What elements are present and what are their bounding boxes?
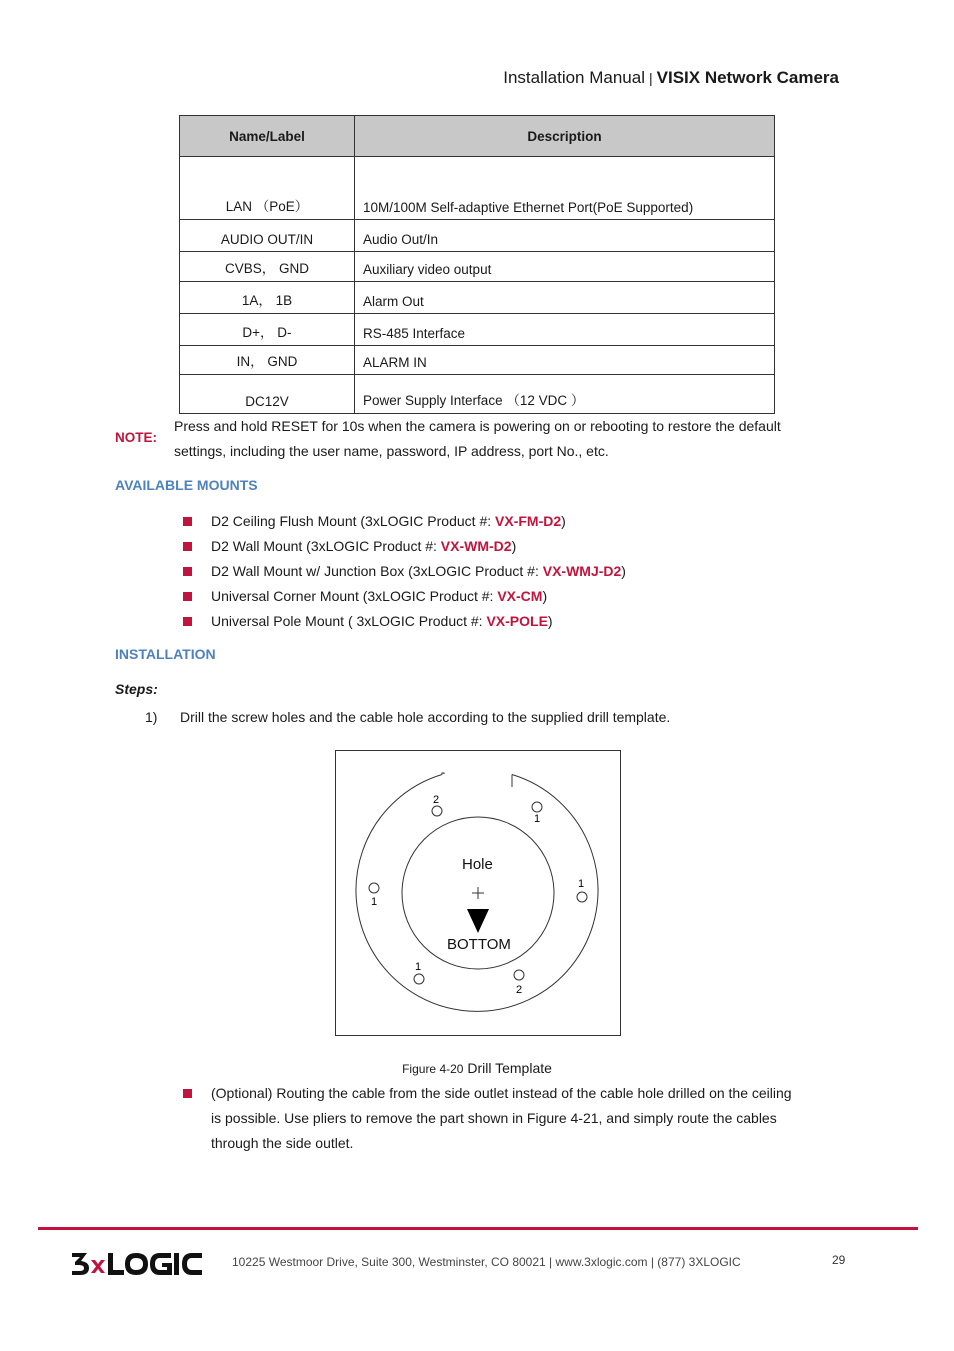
table-row xyxy=(180,220,775,252)
optional-line: is possible. Use pliers to remove the part shown in Figure 4-21, and simply route the cables xyxy=(211,1110,777,1126)
mount-list xyxy=(183,509,626,634)
list-item xyxy=(183,609,626,634)
step-text: Drill the screw holes and the cable hole according to the supplied drill template. xyxy=(180,709,671,725)
screw-hole xyxy=(514,970,524,980)
table-cell-description: 10M/100M Self-adaptive Ethernet Port(PoE Supported) xyxy=(355,157,775,220)
available-mounts-heading: AVAILABLE MOUNTS xyxy=(115,477,258,493)
interface-table xyxy=(179,115,775,414)
optional-routing-text xyxy=(211,1081,836,1156)
header-title-light: Installation Manual xyxy=(503,68,645,87)
notch xyxy=(442,773,512,787)
square-bullet-icon xyxy=(183,517,192,526)
note-text xyxy=(174,414,834,464)
product-code: VX-WMJ-D2 xyxy=(542,563,622,579)
table-cell-description: ALARM IN xyxy=(355,346,775,375)
note-line: settings, including the user name, password, IP address, port No., etc. xyxy=(174,443,609,459)
table-row xyxy=(180,375,775,414)
optional-line: (Optional) Routing the cable from the side outlet instead of the cable hole drilled on the ceiling xyxy=(211,1085,792,1101)
step-number: 1) xyxy=(145,709,158,725)
footer-divider xyxy=(38,1227,918,1230)
mount-text: D2 Wall Mount w/ Junction Box (3xLOGIC Product #: xyxy=(211,563,543,579)
table-cell-description: Auxiliary video output xyxy=(355,252,775,282)
product-code: VX-WM-D2 xyxy=(440,538,512,554)
table-cell-name: 1A， 1B xyxy=(180,282,355,314)
screw-hole xyxy=(369,883,379,893)
mount-close: ) xyxy=(621,563,626,579)
hole-marker: 2 xyxy=(516,984,523,996)
hole-marker: 1 xyxy=(578,878,585,890)
hole-label: Hole xyxy=(462,856,493,873)
mount-text: Universal Pole Mount ( 3xLOGIC Product #: xyxy=(211,613,487,629)
note-label: NOTE: xyxy=(115,430,157,445)
company-logo xyxy=(70,1248,206,1283)
figure-caption xyxy=(0,1060,954,1076)
hole-marker: 1 xyxy=(371,896,378,908)
table-cell-name: AUDIO OUT/IN xyxy=(180,220,355,252)
figure-number: Figure 4-20 xyxy=(402,1062,464,1076)
square-bullet-icon xyxy=(183,592,192,601)
table-cell-description: Power Supply Interface （12 VDC ） xyxy=(355,375,775,414)
table-row xyxy=(180,314,775,346)
square-bullet-icon xyxy=(183,567,192,576)
column-header-description: Description xyxy=(355,116,775,157)
list-item xyxy=(183,584,626,609)
screw-hole xyxy=(532,802,542,812)
mount-close: ) xyxy=(542,588,548,604)
figure-title: Drill Template xyxy=(467,1060,552,1076)
table-header-row xyxy=(180,116,775,157)
table-cell-description: Audio Out/In xyxy=(355,220,775,252)
table-cell-name: D+， D- xyxy=(180,314,355,346)
table-row xyxy=(180,157,775,220)
hole-marker: 1 xyxy=(415,961,422,973)
list-item xyxy=(183,559,626,584)
mount-text: Universal Corner Mount (3xLOGIC Product #: xyxy=(211,588,498,604)
list-item xyxy=(183,509,626,534)
footer-address: 10225 Westmoor Drive, Suite 300, Westminster, CO 80021 | www.3xlogic.com | (877) 3XLOGIC xyxy=(232,1255,741,1269)
drill-template-figure xyxy=(335,750,621,1036)
bottom-arrow-icon xyxy=(467,909,489,933)
hole-marker: 2 xyxy=(433,794,440,806)
screw-hole xyxy=(414,974,424,984)
table-row xyxy=(180,346,775,375)
list-item xyxy=(183,534,626,559)
table-cell-description: RS-485 Interface xyxy=(355,314,775,346)
column-header-name: Name/Label xyxy=(180,116,355,157)
mount-text: D2 Ceiling Flush Mount (3xLOGIC Product #: xyxy=(211,513,496,529)
installation-heading: INSTALLATION xyxy=(115,646,216,662)
square-bullet-icon xyxy=(183,1089,192,1098)
table-cell-name: LAN （PoE） xyxy=(180,157,355,220)
header-separator: | xyxy=(649,70,653,86)
product-code: VX-FM-D2 xyxy=(495,513,562,529)
screw-hole xyxy=(432,806,442,816)
page-number: 29 xyxy=(832,1253,846,1267)
product-code: VX-CM xyxy=(497,588,543,604)
page-header xyxy=(503,68,839,88)
table-cell-name: CVBS， GND xyxy=(180,252,355,282)
table-row xyxy=(180,282,775,314)
square-bullet-icon xyxy=(183,617,192,626)
mount-close: ) xyxy=(511,538,517,554)
mount-close: ) xyxy=(547,613,553,629)
product-code: VX-POLE xyxy=(486,613,548,629)
bottom-label: BOTTOM xyxy=(447,936,511,953)
optional-line: through the side outlet. xyxy=(211,1135,354,1151)
screw-hole xyxy=(577,892,587,902)
mount-text: D2 Wall Mount (3xLOGIC Product #: xyxy=(211,538,441,554)
header-title-bold: VISIX Network Camera xyxy=(656,68,839,87)
table-cell-name: DC12V xyxy=(180,375,355,414)
table-row xyxy=(180,252,775,282)
table-cell-description: Alarm Out xyxy=(355,282,775,314)
note-line: Press and hold RESET for 10s when the camera is powering on or rebooting to restore the default xyxy=(174,418,781,434)
steps-label: Steps: xyxy=(115,681,158,697)
mount-close: ) xyxy=(561,513,566,529)
hole-marker: 1 xyxy=(534,813,541,825)
logo-mark xyxy=(70,1248,206,1278)
drill-template-drawing xyxy=(336,751,620,1035)
table-cell-name: IN， GND xyxy=(180,346,355,375)
square-bullet-icon xyxy=(183,542,192,551)
